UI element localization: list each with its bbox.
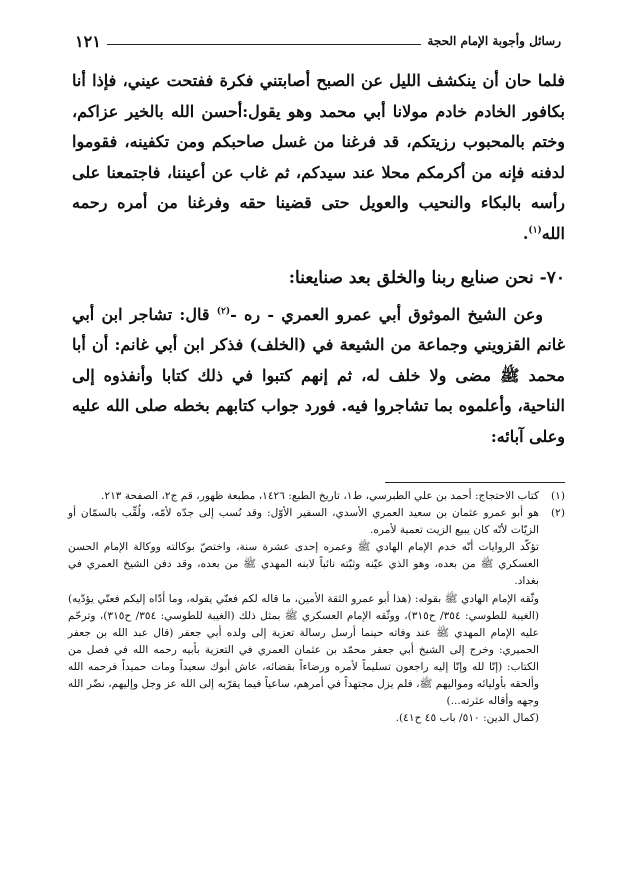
main-text: [72, 66, 565, 452]
footnote-ref-1[interactable]: (١): [528, 225, 542, 236]
footnote-2-para-4: (كمال الدين: ٥١٠/ باب ٤٥ ح٤١).: [395, 712, 539, 725]
footnote-2-para-2: تؤكّد الروايات أنّه خدم الإمام الهادي ﷺ وعمره إحدى عشرة سنة، واختصّ بوكالته ووكالة الإمام الحسن العسكري ﷺ من بعده، وهو الذي عيّنه وثبّته نائباً لابنه المهدي ﷺ من بعده، وقد دفن الشيخ العمري في بغداد.: [68, 541, 539, 588]
footnote-1-number: (١): [551, 490, 565, 502]
paragraph-2: [72, 300, 565, 453]
paragraph-2-start: وعن الشيخ الموثوق أبي عمرو العمري - ره -: [230, 304, 543, 324]
running-title: رسائل وأجوبة الإمام الحجة: [427, 34, 561, 48]
footnote-separator: [385, 482, 565, 483]
header-rule: [107, 44, 422, 45]
page-number: ١٢١: [75, 31, 101, 51]
footnotes: [68, 488, 565, 727]
paragraph-1-text: فلما حان أن ينكشف الليل عن الصبح أصابتني فكرة ففتحت عيني، فإذا أنا بكافور الخادم خادم مولانا أبي محمد وهو يقول:أحسن الله بالخير عزاكم، وختم بالمحبوب رزيتكم، قد فرغنا من غسل صاحبكم ومن تكفينه، فقوموا لدفنه فإنه من أكرمكم محلا عند سيدكم، ثم غاب عن أعيننا، فاجتمعنا على رأسه بالبكاء والنحيب والعويل حتى قضينا حقه وفرغنا من أمره رحمه الله: [72, 71, 565, 243]
page-header: [75, 28, 561, 54]
footnote-1-text: كتاب الاحتجاج: أحمد بن علي الطبرسي، ط١، تاريخ الطبع: ١٤٢٦، مطبعة ظهور، قم ج٢، الصفحة ٢١٣.: [101, 490, 539, 502]
paragraph-1-end: .: [522, 223, 529, 243]
paragraph-2-rest: قال: تشاجر ابن أبي غانم القزويني وجماعة من الشيعة في (الخلف) فذكر ابن أبي غانم: أن أبا محمد ﷺ مضى ولا خلف له، ثم إنهم كتبوا في ذلك كتابا وأنفذوه إلى الناحية، وأعلموه بما تشاجروا فيه. فورد جواب كتابهم بخطه صلى الله عليه وعلى آبائه:: [72, 304, 565, 446]
footnote-ref-2[interactable]: (٢): [216, 306, 231, 317]
footnote-2-number: (٢): [551, 507, 565, 520]
footnote-1: [68, 488, 565, 505]
footnote-2-para-1: هو أبو عمرو عثمان بن سعيد العمري الأسدي، السفير الأوّل: وقد نُسب إلى جدّه لأمّه، ولُقِّب بالسمّان أو الزيّات لأنّه كان يبيع الزيت تعمية لأمره.: [68, 507, 539, 537]
footnote-2-para-3: وثّقه الإمام الهادي ﷺ بقوله: (هذا أبو عمرو الثقة الأمين، ما قاله لكم فعنّي يقوله، وما أدّاه إليكم فعنّي يؤدّيه) (الغيبة للطوسي: ٣٥٤/ ح٣١٥)، ووثّقه الإمام العسكري ﷺ بمثل ذلك (الغيبة للطوسي: ٣٥٤/ ح٣١٥)، وترحّم عليه الإمام المهدي ﷺ عند وفاته حينما أرسل رسالة تعزية إلى ولده أبي جعفر (قال عبد الله بن جعفر الحميري: وخرج إلى الشيخ أبي جعفر محمّد بن عثمان العمري في التعزية بأبيه رحمه الله في فصل من الكتاب: (إنّا لله وإنّا إليه راجعون تسليماً لأمره ورضاءاً بقضائه، عاش أبوك سعيداً ومات حميداً فرحمه الله وألحقه بأوليائه ومواليهم ﷺ، فلم يزل مجتهداً في أمرهم، ساعياً فيما يقرّبه إلى الله عز وجل وإليهم، نضّر الله وجهه وأقاله عثرته...): [68, 592, 539, 708]
paragraph-1: [72, 66, 565, 249]
section-heading: ٧٠- نحن صنايع ربنا والخلق بعد صنايعنا:: [288, 268, 565, 288]
footnote-2: [68, 505, 565, 727]
